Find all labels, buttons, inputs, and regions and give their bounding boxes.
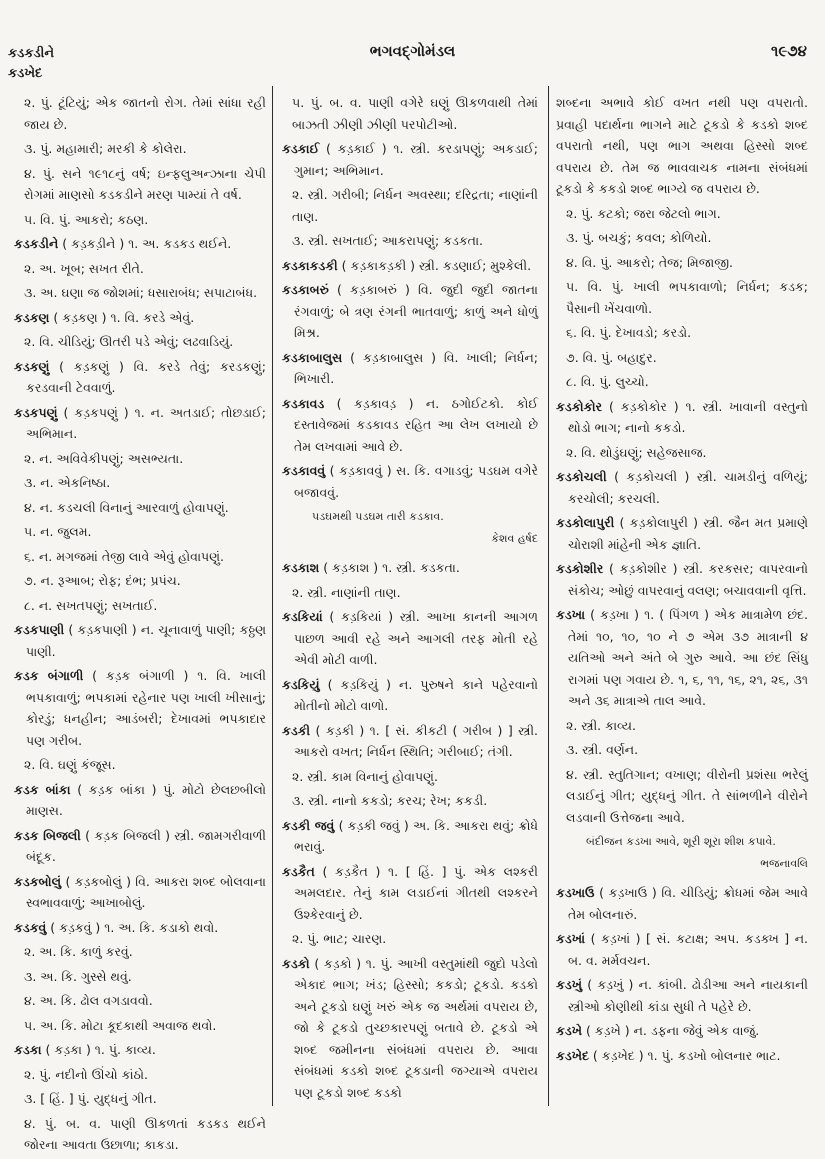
dictionary-entry	[14, 619, 266, 662]
definition-text: ૫. વિ. પું. ખાલી ભપકાવાળો; નિર્ધન; કડક; પૈસાની ખેંચવાળો.	[566, 279, 808, 316]
entry-sense	[556, 347, 808, 369]
definition-text: ( કડ઼ખે ) ન. ડફના જેવું એક વાજું.	[581, 1023, 760, 1038]
entry-sense	[282, 184, 538, 227]
definition-text: ( કડ઼કિયું ) ન. પુરુષને કાને પહેરવાનો મોતીનો મોટો વાળો.	[294, 676, 538, 713]
definition-text: ૨. ન. અવિવેકીપણું; અસભ્યતા.	[24, 450, 184, 466]
definition-text: ૫. વિ. પું. આકરો; કઠણ.	[24, 211, 149, 227]
entry-sense	[14, 1015, 266, 1037]
dictionary-entry	[282, 674, 538, 717]
dictionary-entry	[556, 882, 808, 925]
definition-text: ૨. પું. ભાટ; ચારણ.	[292, 931, 387, 946]
definition-text: ( કડ઼ખાં ) [ સં. કટાક્ષ; અપ. કડક્ખ ] ન. બ. વ. મર્મવચન.	[568, 931, 808, 968]
dictionary-entry	[282, 138, 538, 181]
entry-continuation	[556, 92, 808, 200]
definition-text: ( કડ઼કોકોર ) ૧. સ્ત્રી. ખાવાની વસ્તુનો થોડો ભાગ; નાનો કકડો.	[568, 398, 808, 435]
headword: કડકોલાપુરી	[556, 515, 615, 530]
dictionary-entry	[282, 279, 538, 344]
dictionary-entry	[282, 815, 538, 858]
entry-sense	[14, 595, 266, 617]
headword: કડખે	[556, 1023, 582, 1038]
entry-sense	[14, 1088, 266, 1110]
definition-text: ૨. અ. ખૂબ; સખત રીતે.	[24, 260, 144, 276]
definition-text: ૬. વિ. પું. દેખાવડો; કરડો.	[566, 325, 692, 340]
entry-sense	[14, 258, 266, 280]
definition-text: ( કડ઼કી ) ૧. [ સં. કીકટી ( ગરીબ ) ] સ્ત્રી. આકરો વખત; નિર્ધન સ્થિતિ; ગરીબાઈ; તંગી.	[294, 722, 538, 759]
entry-sense	[556, 715, 808, 737]
definition-text: ૩. [ હિં. ] પું. યુદ્ધનું ગીત.	[24, 1091, 157, 1106]
entry-sense	[14, 448, 266, 470]
running-title: ભગવદ્ગોમંડલ	[369, 42, 456, 60]
definition-text: ૨. અ. કિ. કાળું કરવું.	[24, 944, 133, 959]
column-1	[14, 92, 266, 1159]
definition-text: ( કડ઼કણું ) વિ. કરડે તેવું; કરડકણું; કરડવાની ટેવવાળું.	[26, 358, 266, 395]
definition-text: ૩. અ. ઘણા જ જોશમાં; ધસારાબંધ; સપાટાબંધ.	[24, 285, 258, 300]
entry-sense	[14, 209, 266, 231]
definition-text: ૩. ન. એકનિષ્ઠા.	[24, 475, 111, 490]
definition-text: ૨. વિ. ઘણું કંજૂસ.	[24, 757, 116, 772]
definition-text: ૨. વિ. થોડુંઘણું; સહેજસાજ.	[566, 444, 707, 460]
headword: કડકોકોર	[556, 398, 603, 414]
entry-sense	[282, 92, 538, 135]
definition-text: ૫. પું. બ. વ. પાણી વગેરે ઘણું ઊકળવાથી તેમાં બાઝતી ઝીણી ઝીણી પરપોટીઓ.	[292, 95, 538, 132]
headword: કડક બિજલી	[14, 827, 81, 843]
guide-word-last: કડખેદ	[8, 66, 43, 81]
definition-text: ( કડ઼કાવવું ) સ. કિ. વગાડવું; પડઘમ વગેરે બજાવવું.	[294, 463, 538, 500]
definition-text: ૮. વિ. પું. લુચ્ચો.	[566, 374, 649, 389]
dictionary-entry	[556, 396, 808, 439]
headword: કડકણું	[14, 358, 50, 374]
dictionary-entry	[282, 460, 538, 503]
entry-sense	[14, 521, 266, 543]
definition-text: ૩. અ. કિ. ગુસ્સે થવું.	[24, 968, 132, 984]
dictionary-entry	[282, 347, 538, 390]
headword: કડખેદ	[556, 1047, 589, 1063]
entry-sense	[14, 282, 266, 304]
definition-text: ( કડ઼ખાઉ ) વિ. ચીડિયું; ક્રોધમાં જેમ આવે તેમ બોલનારું.	[568, 885, 808, 922]
dictionary-entry	[282, 393, 538, 458]
definition-text: ( કડ઼કી જવું ) અ. કિ. આકરા થવું; ક્રોધે ભરાવું.	[294, 817, 538, 854]
citation-author	[556, 853, 808, 875]
definition-text: ( કડ઼કા ) ૧. પું. કાવ્ય.	[41, 1042, 156, 1057]
definition-text: ( કડ઼કાબરું ) વિ. જુદી જુદી જાતના રંગવાળું; બે ત્રણ રંગની ભાતવાળું; કાળું અને ધોળું મિશ્ર.	[294, 282, 538, 340]
definition-text: ૩. સ્ત્રી. નાનો કકડો; કરચ; રેખ; કકડી.	[292, 793, 488, 808]
citation-quote	[556, 831, 808, 853]
dictionary-entry	[14, 917, 266, 939]
entry-sense	[556, 371, 808, 393]
definition-text: ૨. પું. કટકો; જરા જેટલો ભાગ.	[566, 205, 721, 221]
entry-sense	[556, 442, 808, 464]
dictionary-entry	[282, 255, 538, 277]
column-3	[556, 92, 808, 1069]
headword: કડકિયું	[282, 676, 320, 692]
entry-sense	[282, 230, 538, 252]
entry-sense	[14, 941, 266, 963]
dictionary-entry	[556, 974, 808, 1017]
dictionary-entry	[556, 466, 808, 509]
definition-text: ( કડ઼કાશ ) ૧. સ્ત્રી. કડકતા.	[319, 560, 460, 575]
headword: કડકબોલું	[14, 873, 62, 889]
entry-sense	[556, 739, 808, 761]
definition-text: ૪. પું. બ. વ. પાણી ઊકળતાં કડકડ થઈને જોરના આવતા ઉછાળા; કાકડા.	[24, 1115, 266, 1152]
definition-text: ૮. ન. સખતપણું; સખતાઈ.	[24, 597, 158, 613]
entry-sense	[14, 163, 266, 206]
dictionary-entry	[282, 861, 538, 926]
definition-text: ( કડ઼કાઈ ) ૧. સ્ત્રી. કરડાપણું; અકડાઈ; ગુમાન; અભિમાન.	[294, 141, 538, 178]
entry-sense	[14, 754, 266, 776]
definition-text: પડઘમથી પડઘમ તારી કડકાવ.	[312, 510, 444, 523]
entry-sense	[282, 582, 538, 604]
definition-text: ( કડ઼કબોલું ) વિ. આકરા શબ્દ બોલવાના સ્વભાવવાળું; આખાબોલું.	[26, 873, 266, 910]
headword: કડકાશ	[282, 560, 320, 575]
dictionary-entry	[556, 1045, 808, 1067]
dictionary-entry	[14, 402, 266, 445]
headword: કડકી	[282, 722, 311, 738]
headword: કડકાવવું	[282, 463, 326, 478]
definition-text: કેશવ હર્ષદ	[491, 531, 538, 545]
entry-sense	[14, 1113, 266, 1156]
dictionary-entry	[14, 233, 266, 255]
definition-text: ( કડ઼ક બંગાળી ) ૧. વિ. ખાલી ભપકાવાળું; ભપકામાં રહેનાર પણ ખાલી ખીસાનું; કોરડું; ધનહીન; આડંબરી; દેખાવમાં ભપકાદાર પણ ગરીબ.	[26, 668, 266, 748]
definition-text: ૪. વિ. પું. આકરો; તેજ; મિજાજી.	[566, 254, 734, 270]
column-2	[282, 92, 538, 1106]
entry-sense	[14, 570, 266, 592]
guide-word-first: કડકડીને	[8, 46, 55, 61]
citation-author	[282, 528, 538, 550]
headword: કડક બંગાળી	[14, 668, 84, 683]
definition-text: ૬. ન. મગજમાં તેજી લાવે એવું હોવાપણું.	[24, 548, 224, 564]
headword: કડકા	[14, 1042, 42, 1057]
dictionary-entry	[282, 720, 538, 763]
definition-text: ૭. વિ. પું. બહાદુર.	[566, 349, 657, 365]
definition-text: ૩. પું. મહામારી; મરકી કે કોલેરા.	[24, 141, 187, 156]
definition-text: ૩. સ્ત્રી. વર્ણન.	[566, 742, 639, 757]
definition-text: ૩. સ્ત્રી. સખતાઈ; આકરાપણું; કડકતા.	[292, 233, 483, 248]
dictionary-entry	[556, 1020, 808, 1042]
headword: કડક બાંકા	[14, 781, 71, 797]
definition-text: ( કડ઼કોશીર ) સ્ત્રી. કરકસર; વાપરવાનો સંકોચ; ઓછું વાપરવાનું વલણ; બચાવવાની વૃત્તિ.	[568, 561, 808, 598]
dictionary-entry	[14, 307, 266, 329]
dictionary-entry	[556, 558, 808, 601]
definition-text: ૨. સ્ત્રી. કાવ્ય.	[566, 717, 637, 733]
headword: કડકાકડકી	[282, 257, 338, 273]
definition-text: ( કડ઼કિયાં ) સ્ત્રી. આખા કાનની આગળ પાછળ આવી રહે અને આગલી તરફ મોતી રહે એવી મોટી વાળી.	[294, 609, 538, 667]
entry-sense	[556, 764, 808, 829]
definition-text: ( કડ઼કોચલી ) સ્ત્રી. ચામડીનું વળિયું; કરચોલી; કરચલી.	[568, 469, 808, 506]
definition-text: બંદીજન કડખા આવે, શૂરી શૂરા શીશ કપાવે.	[586, 835, 776, 848]
definition-text: ( કડ઼કપાણી ) ન. ચૂનાવાળું પાણી; કઠ્ઠણ પાણી.	[26, 622, 266, 659]
entry-sense	[14, 546, 266, 568]
headword: કડકોચલી	[556, 469, 607, 484]
headword: કડકાબરું	[282, 282, 329, 297]
definition-text: ( કડ઼કાવડ઼ ) ન. ઠગોઈટકો. કોઈ દસ્તાવેજમાં કડકાવડ રહિત આ લેખ લખાયો છે તેમ લખવામાં આવે છે.	[294, 395, 538, 454]
dictionary-entry	[556, 604, 808, 712]
definition-text: ૪. અ. કિ. ઢોલ વગડાવવો.	[24, 993, 153, 1008]
headword: કડકાવડ	[282, 395, 325, 411]
dictionary-entry	[14, 779, 266, 822]
headword: કડકપાણી	[14, 622, 65, 637]
headword: કડખા	[556, 607, 586, 622]
entry-sense	[282, 790, 538, 812]
entry-sense	[14, 497, 266, 519]
definition-text: શબ્દના અભાવે કોઈ વખત નથી પણ વપરાતો. પ્રવાહી પદાર્થના ભાગને માટે ટૂકડો કે કડકો શબ્દ વપરાતો નથી, પણ ભાગ અથવા હિસ્સો શબ્દ વપરાય છે. તેમ જ ભાવવાચક નામના સંબંધમાં ટૂકડો કે કકડો શબ્દ ભાગ્યે જ વપરાય છે.	[556, 95, 808, 196]
definition-text: ૪. સ્ત્રી. સ્તુતિગાન; વખાણ; વીરોની પ્રશંસા ભરેલું લડાઈનું ગીત; યુદ્ધનું ગીત. તે સાંભળીને વીરોને લડવાની ઉત્તેજના આવે.	[566, 766, 808, 825]
definition-text: ૩. પું. બચકું; કવલ; કોળિયો.	[566, 230, 712, 245]
entry-sense	[14, 966, 266, 988]
entry-sense	[14, 138, 266, 160]
dictionary-entry	[14, 356, 266, 399]
definition-text: ( કડ઼ક બિજલી ) સ્ત્રી. જામગરીવાળી બંદૂક.	[26, 827, 267, 864]
definition-text: ૭. ન. રૂઆબ; રોફ; દંભ; પ્રપંચ.	[24, 573, 181, 588]
definition-text: ૫. ન. જુલમ.	[24, 524, 92, 539]
headword: કડખાઉ	[556, 885, 595, 900]
definition-text: ૪. ન. કડચલી વિનાનું આરવાળું હોવાપણું.	[24, 499, 229, 515]
definition-text: ( કડ઼કણ ) ૧. વિ. કરડે એવું.	[49, 309, 195, 325]
definition-text: ૨. સ્ત્રી. કામ વિનાનું હોવાપણું.	[292, 768, 438, 784]
dictionary-entry	[14, 1039, 266, 1061]
dictionary-entry	[556, 512, 808, 555]
headword: કડકો	[282, 955, 310, 971]
entry-sense	[282, 928, 538, 950]
entry-sense	[556, 276, 808, 319]
citation-quote	[282, 506, 538, 528]
definition-text: ( કડ઼કોલાપુરી ) સ્ત્રી. જૈન મત પ્રમાણે ચોરાશી માંહેની એક જ્ઞાતિ.	[568, 515, 808, 552]
entry-sense	[14, 1064, 266, 1086]
definition-text: ૨. સ્ત્રી. નાણાંની તાણ.	[292, 584, 401, 600]
definition-text: ( કડ઼ખું ) ન. કાંબી. ઢોડીઆ અને નાયકાની સ્ત્રીઓ કોણીથી કાંડા સુધી તે પહેરે છે.	[568, 977, 808, 1014]
definition-text: ( કડ઼કપણું ) ૧. ન. અતડાઈ; તોછડાઈ; અભિમાન.	[26, 404, 266, 441]
headword: કડકોશીર	[556, 561, 604, 576]
definition-text: ( કડ઼કાબાલુસ ) વિ. ખાલી; નિર્ધન; ભિખારી.	[294, 349, 538, 386]
definition-text: ( કડ઼કડ઼ીને ) ૧. અ. કડકડ થઈને.	[58, 236, 232, 251]
dictionary-entry	[282, 606, 538, 671]
headword: કડકડીને	[14, 236, 59, 251]
column-divider	[272, 86, 273, 1106]
definition-text: ( કડ઼કો ) ૧. પું. આખી વસ્તુમાંથી જુદો પડેલો એકાદ ભાગ; ખંડ; હિસ્સો; કકડો; ટૂકડો. કડકો અને ટૂકડો ઘણું ખરું એક જ અર્થમાં વપરાય છે, જો કે ટૂકડો તુચ્છકારપણું બતાવે છે. ટૂકડો એ શબ્દ જમીનના સંબંધમાં વપરાય છે. આવા સંબંધમાં કડકો શબ્દ ટૂકડાની જગ્યાએ વપરાય પણ ટૂકડો શબ્દ કડકો	[294, 955, 538, 1100]
entry-sense	[14, 92, 266, 135]
definition-text: ( કડ઼કવું ) ૧. અ. કિ. કડાકો થવો.	[46, 919, 219, 935]
column-divider	[548, 86, 549, 1106]
entry-sense	[14, 472, 266, 494]
definition-text: ૨. પું. નદીનો ઊંચો કાંઠો.	[24, 1066, 148, 1082]
headword: કડકી જવું	[282, 817, 335, 833]
headword: કડખાં	[556, 931, 586, 946]
definition-text: ( કડ઼કૈત ) ૧. [ હિં. ] પું. એક લશ્કરી અમલદાર. તેનું કામ લડાઈનાં ગીતથી લશ્કરને ઉશ્કેરવાનું છે.	[294, 863, 538, 922]
dictionary-entry	[282, 953, 538, 1104]
dictionary-entry	[556, 928, 808, 971]
definition-text: ( કડ઼કાકડ઼કી ) સ્ત્રી. કડણાઈ; મુશ્કેલી.	[337, 257, 532, 273]
definition-text: ૨. પું. ટૂંટિયું; એક જાતનો રોગ. તેમાં સાંધા રહી જાય છે.	[24, 95, 266, 132]
definition-text: ( કડ઼ખા ) ૧. ( પિંગળ ) એક માત્રામેળ છંદ. તેમાં ૧૦, ૧૦, ૧૦ ને ૭ એમ ૩૭ માત્રાની ૪ યતિઓ અને અંતે બે ગુરુ આવે. આ છંદ સિંધુ રાગમાં પણ ગવાય છે. ૧, ૬, ૧૧, ૧૬, ૨૧, ૨૬, ૩૧ અને ૩૬ માત્રાએ તાલ આવે.	[568, 607, 808, 708]
dictionary-entry	[14, 825, 266, 868]
entry-sense	[556, 322, 808, 344]
entry-sense	[14, 990, 266, 1012]
headword: કડકાઈ	[282, 141, 320, 156]
headword: કડકવું	[14, 919, 47, 935]
definition-text: ૪. પું. સને ૧૯૧૮નું વર્ષ; ઇન્ફલુઅન્ઝાના ચેપી રોગમાં માણસો કડકડીને મરણ પામ્યાં તે વર્ષ.	[24, 165, 266, 202]
page-number: ૧૯૭૪	[771, 42, 807, 60]
headword: કડકણ	[14, 309, 50, 325]
headword: કડકિયાં	[282, 609, 323, 624]
headword: કડખું	[556, 977, 582, 992]
headword: કડકપણું	[14, 404, 58, 420]
entry-sense	[556, 227, 808, 249]
entry-sense	[556, 203, 808, 225]
definition-text: ભજનાવલિ	[760, 856, 808, 870]
entry-sense	[14, 331, 266, 353]
dictionary-entry	[14, 871, 266, 914]
entry-sense	[282, 766, 538, 788]
definition-text: ૨. સ્ત્રી. ગરીબી; નિર્ધન અવસ્થા; દરિદ્રતા; નાણાંની તાણ.	[292, 187, 538, 224]
headword: કડકૈત	[282, 863, 315, 879]
headword: કડકાબાલુસ	[282, 349, 343, 365]
definition-text: ( કડ઼ક બાંકા ) પું. મોટો છેલછબીલો માણસ.	[26, 781, 266, 818]
entry-sense	[556, 252, 808, 274]
dictionary-entry	[282, 557, 538, 579]
definition-text: ૨. વિ. ચીડિયું; ઊતરી પડે એવું; લઢવાડિયું.	[24, 334, 234, 349]
dictionary-entry	[14, 665, 266, 751]
definition-text: ૫. અ. કિ. મોટા કૂદકાથી અવાજ થવો.	[24, 1017, 217, 1033]
definition-text: ( કડ઼ખેદ ) ૧. પું. કડખો બોલનાર ભાટ.	[588, 1047, 781, 1063]
